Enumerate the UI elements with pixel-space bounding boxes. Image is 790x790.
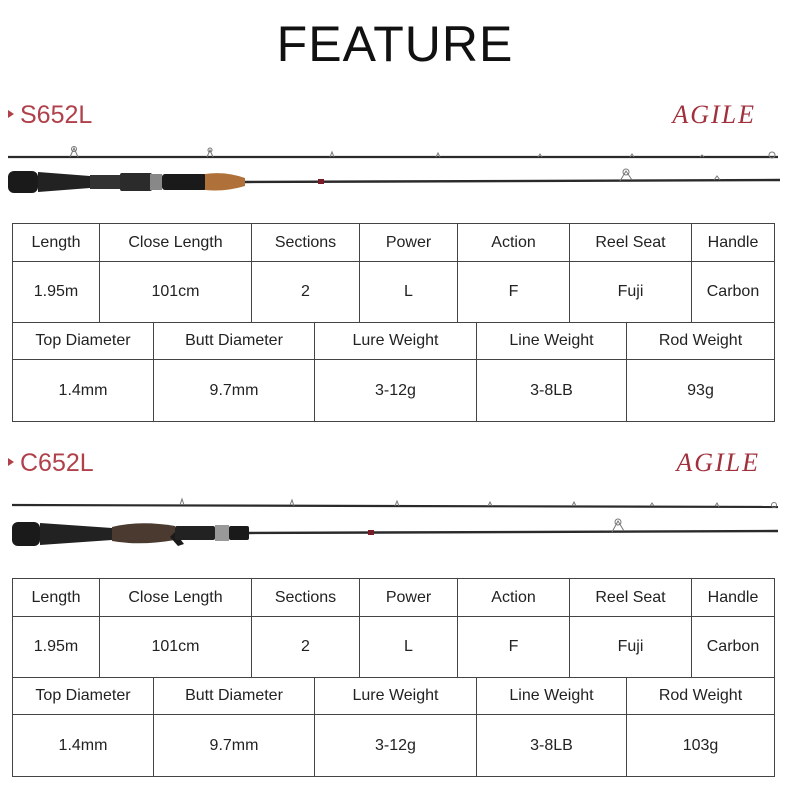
model-label-spinning [8,100,92,130]
value-rod-weight: 103g [627,715,775,777]
value-reel-seat: Fuji [570,262,692,323]
header-butt-diameter: Butt Diameter [154,678,315,715]
header-close-length: Close Length [100,579,252,617]
value-close-length: 101cm [100,617,252,678]
header-close-length: Close Length [100,224,252,262]
value-sections: 2 [252,617,360,678]
header-line-weight: Line Weight [477,323,627,360]
header-power: Power [360,224,458,262]
value-length: 1.95m [13,617,100,678]
page-title: FEATURE [276,16,514,72]
value-top-diameter: 1.4mm [13,715,154,777]
value-top-diameter: 1.4mm [13,360,154,422]
value-butt-diameter: 9.7mm [154,715,315,777]
header-rod-weight: Rod Weight [627,678,775,715]
header-rod-weight: Rod Weight [627,323,775,360]
spinning-rod-image [0,140,790,210]
value-lure-weight: 3-12g [315,360,477,422]
caret-right-icon [8,458,14,466]
header-top-diameter: Top Diameter [13,323,154,360]
value-handle: Carbon [692,262,775,323]
value-power: L [360,617,458,678]
header-handle: Handle [692,579,775,617]
value-sections: 2 [252,262,360,323]
header-top-diameter: Top Diameter [13,678,154,715]
value-handle: Carbon [692,617,775,678]
model-label-casting [8,448,94,478]
spec-table-spinning-2 [12,322,775,422]
casting-rod-image [0,490,790,560]
header-lure-weight: Lure Weight [315,678,477,715]
model-name: C652L [20,449,94,477]
spec-table-casting [12,578,775,678]
value-line-weight: 3-8LB [477,360,627,422]
spec-table-casting-2 [12,677,775,777]
value-action: F [458,262,570,323]
value-action: F [458,617,570,678]
brand-label: AGILE [676,448,760,477]
value-length: 1.95m [13,262,100,323]
value-line-weight: 3-8LB [477,715,627,777]
header-handle: Handle [692,224,775,262]
header-lure-weight: Lure Weight [315,323,477,360]
spec-table-spinning [12,223,775,323]
value-butt-diameter: 9.7mm [154,360,315,422]
model-name: S652L [20,101,93,129]
header-length: Length [13,579,100,617]
header-sections: Sections [252,579,360,617]
header-sections: Sections [252,224,360,262]
brand-label: AGILE [672,100,756,129]
value-reel-seat: Fuji [570,617,692,678]
header-reel-seat: Reel Seat [570,224,692,262]
value-close-length: 101cm [100,262,252,323]
header-line-weight: Line Weight [477,678,627,715]
header-action: Action [458,579,570,617]
value-lure-weight: 3-12g [315,715,477,777]
header-power: Power [360,579,458,617]
header-reel-seat: Reel Seat [570,579,692,617]
value-power: L [360,262,458,323]
header-action: Action [458,224,570,262]
header-butt-diameter: Butt Diameter [154,323,315,360]
caret-right-icon [8,110,14,118]
value-rod-weight: 93g [627,360,775,422]
header-length: Length [13,224,100,262]
